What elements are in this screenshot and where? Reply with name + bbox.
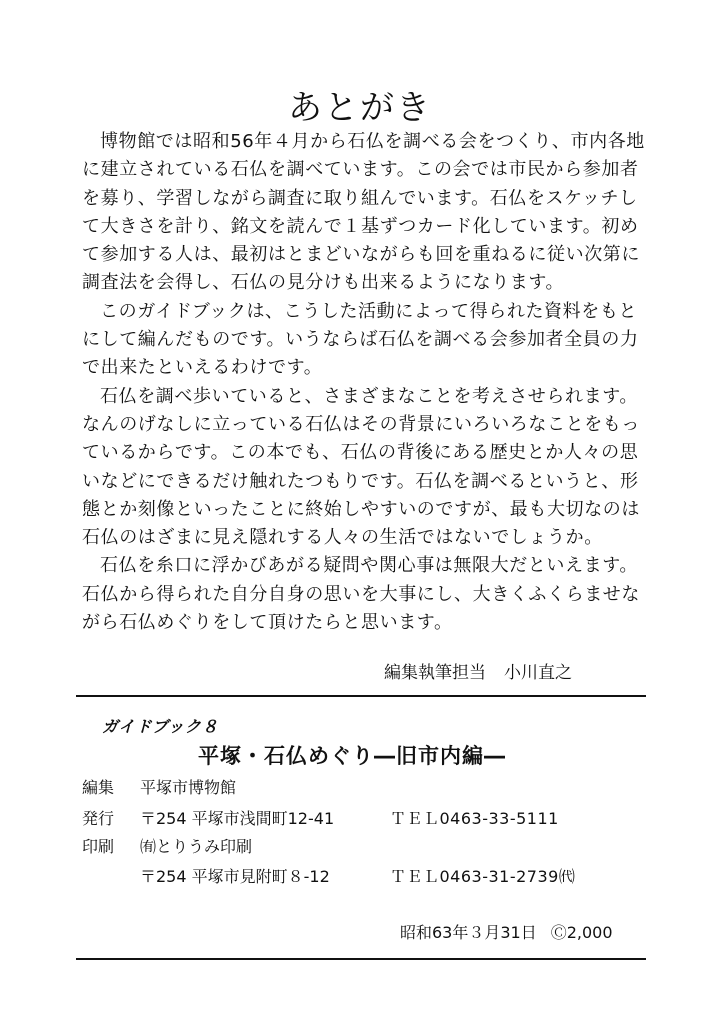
publisher-tel: ＴＥＬ0463-33-5111 [390, 809, 559, 828]
author-name: 小川直之 [504, 663, 572, 683]
editor-value: 平塚市博物館 [140, 778, 237, 797]
body-line: ているからです。この本でも、石仏の背後にある歴史とか人々の思 [82, 442, 639, 464]
author-signature [384, 658, 572, 683]
printer-row [82, 834, 252, 857]
body-line: いなどにできるだけ触れたつもりです。石仏を調べるというと、形 [82, 470, 639, 492]
printer-address-row [140, 864, 575, 887]
body-line: て参加する人は、最初はとまどいながらも回を重ねるに従い次第に [82, 244, 640, 266]
body-line: 石仏のはざまに見え隠れする人々の生活ではないでしょうか。 [82, 527, 603, 549]
body-line: 石仏を糸口に浮かびあがる疑問や関心事は無限大だといえます。 [100, 555, 638, 577]
body-line: で出来たといえるわけです。 [82, 357, 323, 379]
body-line: に建立されている石仏を調べています。この会では市民から参加者 [82, 159, 639, 181]
page-title: あとがき [288, 88, 432, 128]
publisher-label: 発行 [82, 809, 115, 828]
body-line: て大きさを計り、銘文を読んで１基ずつカード化しています。初め [82, 215, 639, 237]
body-line: 調査法を会得し、石仏の見分けも出来るようになります。 [82, 272, 565, 294]
editor-row [82, 775, 236, 798]
body-line: 博物館では昭和56年４月から石仏を調べる会をつくり、市内各地 [100, 131, 645, 152]
body-line: にして編んだものです。いうならば石仏を調べる会参加者全員の力 [82, 329, 639, 351]
body-line: 態とか刻像といったことに終始しやすいのですが、最も大切なのは [82, 498, 640, 520]
body-line: なんのげなしに立っている石仏はその背景にいろいろなことをもっ [82, 413, 640, 435]
publication-date: 昭和63年３月31日 [400, 923, 537, 942]
divider-bottom [76, 958, 646, 960]
series-label: ガイドブック８ [102, 717, 219, 736]
price: Ⓒ2,000 [550, 923, 613, 942]
printer-tel: ＴＥＬ0463-31-2739㈹ [390, 867, 576, 886]
body-line: 石仏から得られた自分自身の思いを大事にし、大きくふくらませな [82, 583, 640, 605]
printer-address: 〒254 平塚市見附町８-12 [140, 867, 330, 886]
publisher-address: 〒254 平塚市浅間町12-41 [140, 809, 335, 828]
divider-top [76, 695, 646, 697]
body-line: このガイドブックは、こうした活動によって得られた資料をもと [100, 300, 638, 322]
publication-info [400, 920, 613, 943]
printer-name: ㈲とりうみ印刷 [140, 837, 253, 856]
editor-label: 編集 [82, 778, 115, 797]
author-role: 編集執筆担当 [384, 663, 486, 683]
book-title: 平塚・石仏めぐり―旧市内編― [198, 744, 506, 768]
body-line: 石仏を調べ歩いていると、さまざまなことを考えさせられます。 [100, 385, 638, 407]
printer-label: 印刷 [82, 837, 115, 856]
body-line: がら石仏めぐりをして頂けたらと思います。 [82, 612, 453, 634]
publisher-row [82, 806, 559, 829]
body-line: を募り、学習しながら調査に取り組んでいます。石仏をスケッチし [82, 187, 638, 209]
afterword-body [82, 128, 652, 637]
